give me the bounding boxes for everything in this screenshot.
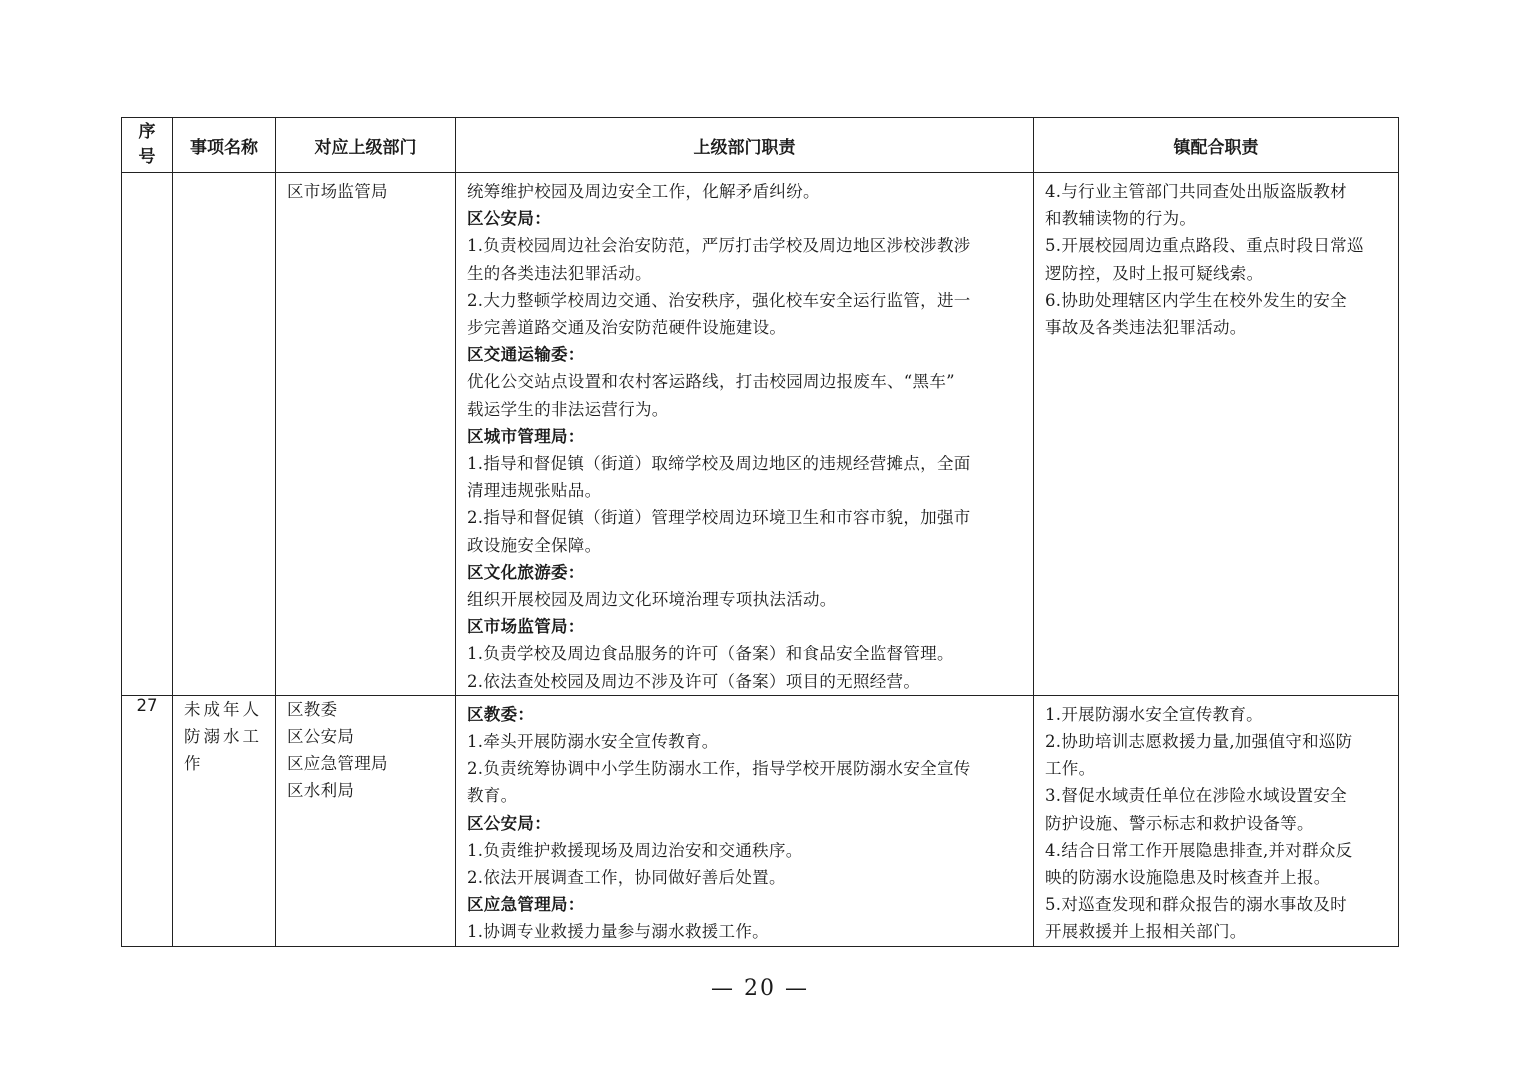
duty-line: 清理违规张贴品。 bbox=[467, 481, 602, 501]
item-name-line: 防溺水工 bbox=[184, 726, 262, 746]
town-duty-line: 4.与行业主管部门共同查处出版盗版教材 bbox=[1045, 182, 1347, 201]
table-header-row bbox=[122, 118, 1399, 173]
header-town-duties: 镇配合职责 bbox=[1034, 118, 1399, 173]
town-duty-line: 3.督促水域责任单位在涉险水域设置安全 bbox=[1045, 786, 1347, 806]
duty-line: 生的各类违法犯罪活动。 bbox=[467, 263, 652, 283]
header-superior-dept: 对应上级部门 bbox=[276, 118, 456, 173]
dept-heading: 区市场监管局： bbox=[467, 617, 585, 637]
dept-heading: 区交通运输委： bbox=[467, 345, 585, 365]
duty-table bbox=[121, 117, 1399, 947]
dept-heading: 区公安局： bbox=[467, 209, 551, 229]
duty-line: 1.协调专业救援力量参与溺水救援工作。 bbox=[467, 922, 769, 942]
duty-line: 步完善道路交通及治安防范硬件设施建设。 bbox=[467, 318, 787, 338]
dept-name: 区公安局 bbox=[287, 727, 355, 747]
item-name-line: 作 bbox=[184, 753, 204, 773]
dept-name: 区市场监管局 bbox=[287, 182, 388, 201]
row-town-duties bbox=[1034, 173, 1399, 696]
town-duty-line: 4.结合日常工作开展隐患排查,并对群众反 bbox=[1045, 840, 1353, 860]
row-duties bbox=[456, 173, 1034, 696]
duty-line: 1.负责维护救援现场及周边治安和交通秩序。 bbox=[467, 840, 803, 860]
duty-line: 2.依法开展调查工作，协同做好善后处置。 bbox=[467, 868, 786, 888]
row-depts bbox=[276, 695, 456, 946]
duty-line: 优化公交站点设置和农村客运路线，打击校园周边报废车、“黑车” bbox=[467, 372, 955, 392]
town-duty-line: 6.协助处理辖区内学生在校外发生的安全 bbox=[1045, 290, 1347, 310]
duty-line: 1.负责校园周边社会治安防范，严厉打击学校及周边地区涉校涉教涉 bbox=[467, 236, 971, 256]
dept-heading: 区应急管理局： bbox=[467, 895, 585, 915]
town-duty-line: 映的防溺水设施隐患及时核查并上报。 bbox=[1045, 868, 1331, 888]
dept-name: 区应急管理局 bbox=[287, 754, 388, 774]
town-duty-line: 1.开展防溺水安全宣传教育。 bbox=[1045, 704, 1263, 724]
duty-line: 2.大力整顿学校周边交通、治安秩序，强化校车安全运行监管，进一 bbox=[467, 290, 971, 310]
dept-name: 区教委 bbox=[287, 699, 338, 719]
row-item-name bbox=[173, 695, 276, 946]
town-duty-line: 防护设施、警示标志和救护设备等。 bbox=[1045, 813, 1314, 833]
row-index bbox=[122, 173, 173, 696]
dept-name: 区水利局 bbox=[287, 781, 355, 801]
duty-line: 1.牵头开展防溺水安全宣传教育。 bbox=[467, 732, 719, 752]
row-index: 27 bbox=[122, 695, 173, 946]
duty-line: 载运学生的非法运营行为。 bbox=[467, 399, 669, 419]
dept-heading: 区文化旅游委： bbox=[467, 562, 585, 582]
row-depts bbox=[276, 173, 456, 696]
town-duty-line: 5.开展校园周边重点路段、重点时段日常巡 bbox=[1045, 236, 1364, 256]
duty-line: 1.负责学校及周边食品服务的许可（备案）和食品安全监督管理。 bbox=[467, 644, 954, 664]
item-name-line: 未成年人 bbox=[184, 699, 262, 719]
town-duty-line: 事故及各类违法犯罪活动。 bbox=[1045, 318, 1247, 338]
duty-line: 教育。 bbox=[467, 786, 518, 806]
dept-heading: 区城市管理局： bbox=[467, 426, 585, 446]
header-item-name: 事项名称 bbox=[173, 118, 276, 173]
header-index bbox=[122, 118, 173, 173]
duty-line: 政设施安全保障。 bbox=[467, 535, 602, 555]
table-row bbox=[122, 173, 1399, 696]
town-duty-line: 逻防控，及时上报可疑线索。 bbox=[1045, 263, 1264, 283]
duty-line: 2.负责统筹协调中小学生防溺水工作，指导学校开展防溺水安全宣传 bbox=[467, 759, 971, 779]
header-index-char1: 序 bbox=[138, 122, 156, 142]
row-item-name bbox=[173, 173, 276, 696]
duty-line: 2.依法查处校园及周边不涉及许可（备案）项目的无照经营。 bbox=[467, 671, 921, 691]
header-index-char2: 号 bbox=[138, 147, 156, 167]
town-duty-line: 5.对巡查发现和群众报告的溺水事故及时 bbox=[1045, 895, 1347, 915]
dept-heading: 区公安局： bbox=[467, 813, 551, 833]
duty-line: 统筹维护校园及周边安全工作，化解矛盾纠纷。 bbox=[467, 182, 820, 201]
duty-line: 2.指导和督促镇（街道）管理学校周边环境卫生和市容市貌，加强市 bbox=[467, 508, 971, 528]
table-row bbox=[122, 695, 1399, 946]
row-town-duties bbox=[1034, 695, 1399, 946]
dept-heading: 区教委： bbox=[467, 704, 535, 724]
header-superior-duties: 上级部门职责 bbox=[456, 118, 1034, 173]
town-duty-line: 开展救援并上报相关部门。 bbox=[1045, 922, 1247, 942]
town-duty-line: 工作。 bbox=[1045, 759, 1096, 779]
town-duty-line: 2.协助培训志愿救援力量,加强值守和巡防 bbox=[1045, 732, 1353, 752]
duty-line: 1.指导和督促镇（街道）取缔学校及周边地区的违规经营摊点，全面 bbox=[467, 454, 971, 474]
duty-line: 组织开展校园及周边文化环境治理专项执法活动。 bbox=[467, 590, 837, 610]
page-number: — 20 — bbox=[711, 976, 809, 1001]
town-duty-line: 和教辅读物的行为。 bbox=[1045, 209, 1197, 229]
row-duties bbox=[456, 695, 1034, 946]
